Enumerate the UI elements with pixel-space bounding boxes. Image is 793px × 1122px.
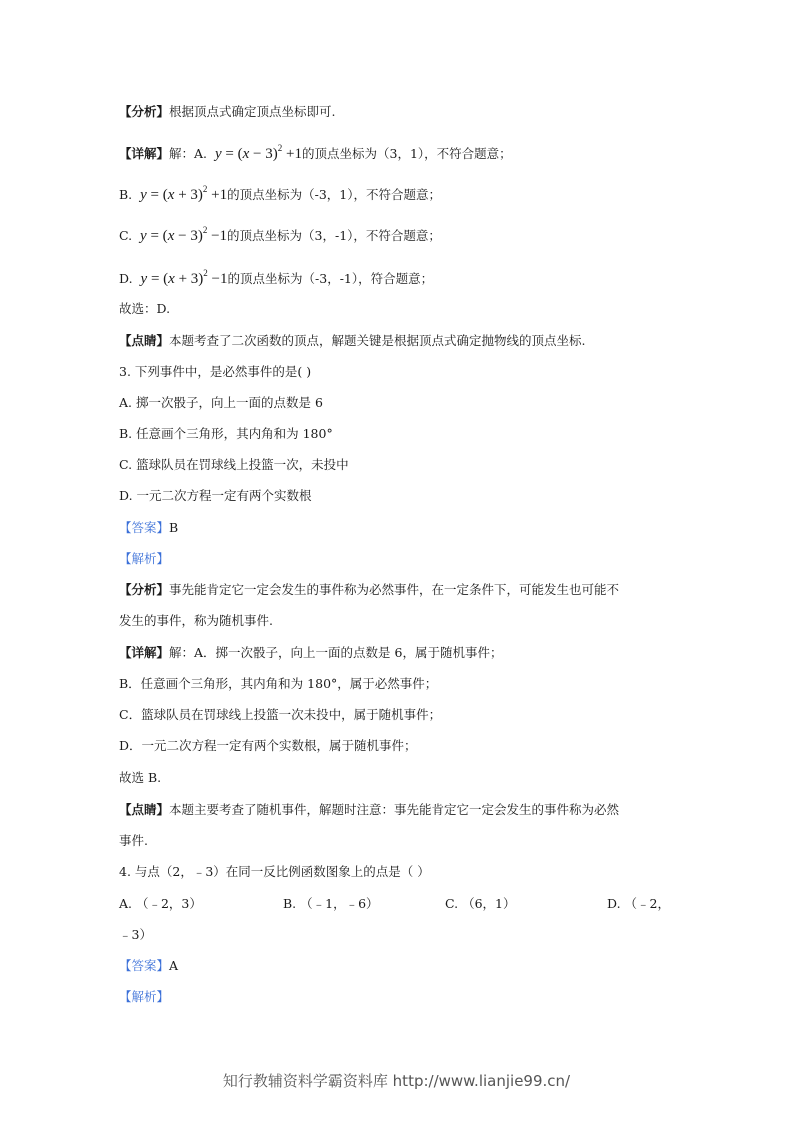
tag-answer: 【答案】 (119, 520, 170, 535)
answer-4 (119, 957, 178, 975)
detail-3-d: D．一元二次方程一定有两个实数根，属于随机事件； (119, 738, 417, 753)
detail-3-a (119, 644, 502, 662)
option-label: C. (119, 228, 133, 243)
line-detail-c (119, 221, 441, 245)
question-3: 3. 下列事件中，是必然事件的是( ) (119, 364, 312, 379)
question-4: 4. 与点（2，﹣3）在同一反比例函数图象上的点是（ ） (119, 864, 430, 879)
option-a: A. 掷一次骰子，向上一面的点数是 6 (119, 395, 323, 410)
q4-option-a: A. （﹣2，3） (119, 896, 202, 911)
comment-3-line1 (119, 801, 619, 819)
tag-detail: 【详解】 (119, 146, 170, 161)
analysis-3-line1 (119, 581, 619, 599)
option-label: B. (119, 187, 133, 202)
explanation-3 (119, 550, 169, 568)
text: B (169, 520, 179, 535)
text: 的顶点坐标为（-3，-1），符合题意； (227, 271, 434, 286)
detail-3-b: B．任意画个三角形，其内角和为 180°，属于必然事件； (119, 676, 438, 691)
tag-analysis: 【分析】 (119, 104, 170, 119)
q4-option-d: D. （﹣2， (607, 896, 670, 911)
option-label: 解：A. (169, 146, 208, 161)
tag-comment: 【点睛】 (119, 333, 170, 348)
tag-detail: 【详解】 (119, 645, 170, 660)
tag-answer: 【答案】 (119, 958, 170, 973)
option-b: B. 任意画个三角形，其内角和为 180° (119, 426, 333, 441)
q4-option-d-cont: ﹣3） (119, 927, 152, 942)
option-label: D. (119, 271, 133, 286)
option-d: D. 一元二次方程一定有两个实数根 (119, 488, 312, 503)
text: 根据顶点式确定顶点坐标即可. (169, 104, 336, 119)
option-c: C. 篮球队员在罚球线上投篮一次，未投中 (119, 457, 349, 472)
tag-comment: 【点睛】 (119, 802, 170, 817)
formula: $y = (x + 3)^2 -1$ (140, 268, 228, 287)
text: 解：A．掷一次骰子，向上一面的点数是 6，属于随机事件； (169, 645, 503, 660)
line-detail-a (119, 139, 512, 163)
q4-option-b: B. （﹣1，﹣6） (283, 896, 379, 911)
explanation-4 (119, 988, 169, 1006)
formula: $y = (x - 3)^2 +1$ (214, 143, 302, 162)
text: 事先能肯定它一定会发生的事件称为必然事件，在一定条件下，可能发生也可能不 (169, 582, 620, 597)
detail-3-c: C．篮球队员在罚球线上投篮一次未投中，属于随机事件； (119, 707, 442, 722)
line-detail-b (119, 180, 441, 204)
text: A (169, 958, 179, 973)
comment-3-line2: 事件. (119, 833, 148, 848)
text: 的顶点坐标为（-3，1），不符合题意； (227, 187, 442, 202)
text: 的顶点坐标为（3，1），不符合题意； (301, 146, 512, 161)
answer-3 (119, 519, 178, 537)
text: 的顶点坐标为（3，-1），不符合题意； (227, 228, 441, 243)
line-choice: 故选：D. (119, 301, 171, 316)
formula: $y = (x + 3)^2 +1$ (140, 184, 228, 203)
q4-option-c: C. （6，1） (445, 896, 516, 911)
footer-watermark: 知行教辅资料学霸资料库 http://www.lianjie99.cn/ (222, 1072, 571, 1090)
choice-3: 故选 B. (119, 770, 162, 785)
formula: $y = (x - 3)^2 -1$ (140, 225, 228, 244)
line-comment (119, 332, 586, 350)
tag-analysis: 【分析】 (119, 582, 170, 597)
text: 本题考查了二次函数的顶点，解题关键是根据顶点式确定抛物线的顶点坐标. (169, 333, 586, 348)
tag-explanation: 【解析】 (119, 989, 170, 1004)
text: 本题主要考查了随机事件，解题时注意：事先能肯定它一定会发生的事件称为必然 (169, 802, 620, 817)
tag-explanation: 【解析】 (119, 551, 170, 566)
line-analysis-1 (119, 103, 336, 121)
analysis-3-line2: 发生的事件，称为随机事件. (119, 613, 273, 628)
line-detail-d (119, 264, 433, 288)
